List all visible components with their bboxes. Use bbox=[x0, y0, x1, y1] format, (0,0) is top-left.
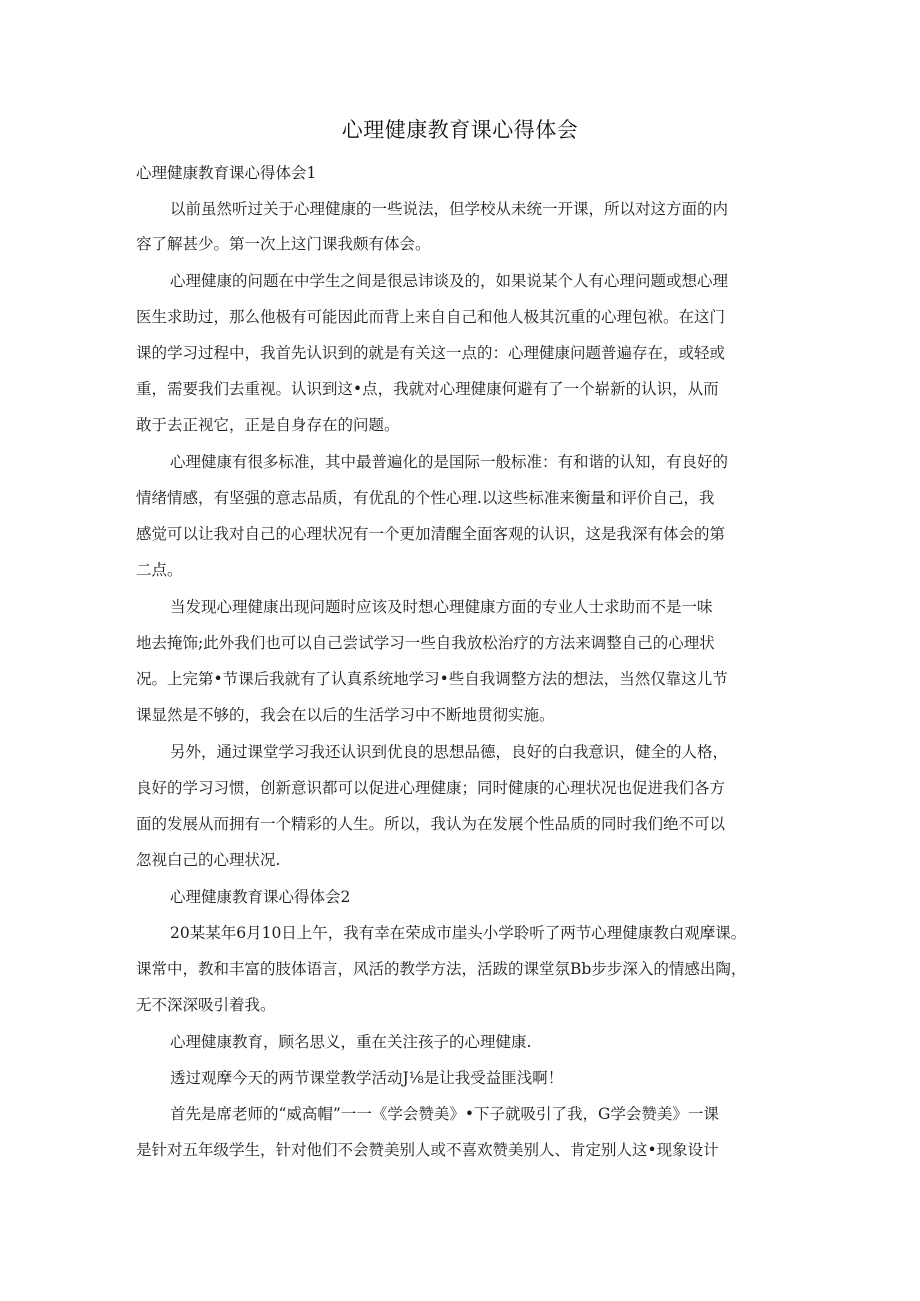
paragraph-line: 况。上完第•节课后我就有了认真系统地学习•些自我调整方法的想法，当然仅靠这儿节 bbox=[136, 670, 728, 688]
paragraph-line: 医生求助过，那么他极有可能因此而背上来自自己和他人极其沉重的心理包袱。在这门 bbox=[136, 308, 726, 326]
paragraph-line: 课显然是不够的，我会在以后的生活学习中不断地贯彻实施。 bbox=[136, 706, 555, 724]
paragraph-line: 心理健康教育，顾名思义，重在关注孩子的心理健康. bbox=[170, 1033, 532, 1051]
paragraph-line: 情绪情感，有坚强的意志品质，有优乱的个性心理.以这些标准来衡量和评价自己，我 bbox=[136, 489, 715, 507]
paragraph-line: 首先是席老师的“威高帽”一一《学会赞美》•下子就吸引了我，G学会赞美》一课 bbox=[170, 1105, 719, 1123]
paragraph-line: 面的发展从而拥有一个精彩的人生。所以，我认为在发展个性品质的同时我们绝不可以 bbox=[136, 815, 726, 833]
paragraph-line: 敢于去正视它，正是自身存在的问题。 bbox=[136, 416, 400, 434]
paragraph-line: 心理健康有很多标准，其中最普遍化的是国际一般标准：有和谐的认知，有良好的 bbox=[170, 453, 729, 471]
paragraph-line: 忽视白己的心理状况. bbox=[136, 851, 281, 869]
paragraph-line: 感觉可以让我对自己的心理状况有一个更加清醒全面客观的认识，这是我深有体会的第 bbox=[136, 525, 726, 543]
paragraph-line: 透过观摩今天的两节课堂教学活动J⅛是让我受益匪浅啊！ bbox=[170, 1069, 564, 1087]
paragraph-line: 课的学习过程中，我首先认识到的就是有关这一点的：心理健康问题普遍存在，或轻或 bbox=[136, 344, 726, 362]
document-title: 心理健康教育课心得体会 bbox=[341, 118, 579, 142]
paragraph-line: 课常中，教和丰富的肢体语言，风活的教学方法，活跋的课堂氛Bb步步深入的情感出陶， bbox=[136, 960, 747, 978]
paragraph-line: 以前虽然听过关于心理健康的一些说法，但学校从未统一开课，所以对这方面的内 bbox=[170, 200, 729, 218]
paragraph-line: 二点。 bbox=[136, 561, 183, 579]
paragraph-line: 是针对五年级学生，针对他们不会赞美别人或不喜欢赞美别人、肯定别人这•现象设计 bbox=[136, 1141, 719, 1159]
paragraph-line: 当发现心理健康出现问题时应该及时想心理健康方面的专业人士求助而不是一味 bbox=[170, 598, 713, 616]
paragraph-line: 另外，通过课堂学习我还认识到优良的思想品德，良好的白我意识，健全的人格， bbox=[170, 743, 729, 761]
paragraph-line: 地去掩饰;此外我们也可以自己尝试学习一些自我放松治疗的方法来调整自己的心理状 bbox=[136, 634, 715, 652]
paragraph-line: 20某某年6月10日上午，我有幸在荣成市崖头小学聆听了两节心理健康教白观摩课。 bbox=[170, 924, 747, 942]
paragraph-line: 容了解甚少。第一次上这门课我颇有体会。 bbox=[136, 235, 431, 253]
paragraph-line: 良好的学习习惯，创新意识都可以促进心理健康；同时健康的心理状况也促进我们各方 bbox=[136, 779, 726, 797]
paragraph-line: 无不深深吸引着我。 bbox=[136, 996, 276, 1014]
section-heading-2: 心理健康教育课心得体会2 bbox=[170, 888, 351, 906]
section-heading-1: 心理健康教育课心得体会1 bbox=[136, 164, 317, 182]
paragraph-line: 心理健康的问题在中学生之间是很忌讳谈及的，如果说某个人有心理问题或想心理 bbox=[170, 272, 729, 290]
paragraph-line: 重，需要我们去重视。认识到这•点，我就对心理健康何避有了一个崭新的认识，从而 bbox=[136, 380, 719, 398]
